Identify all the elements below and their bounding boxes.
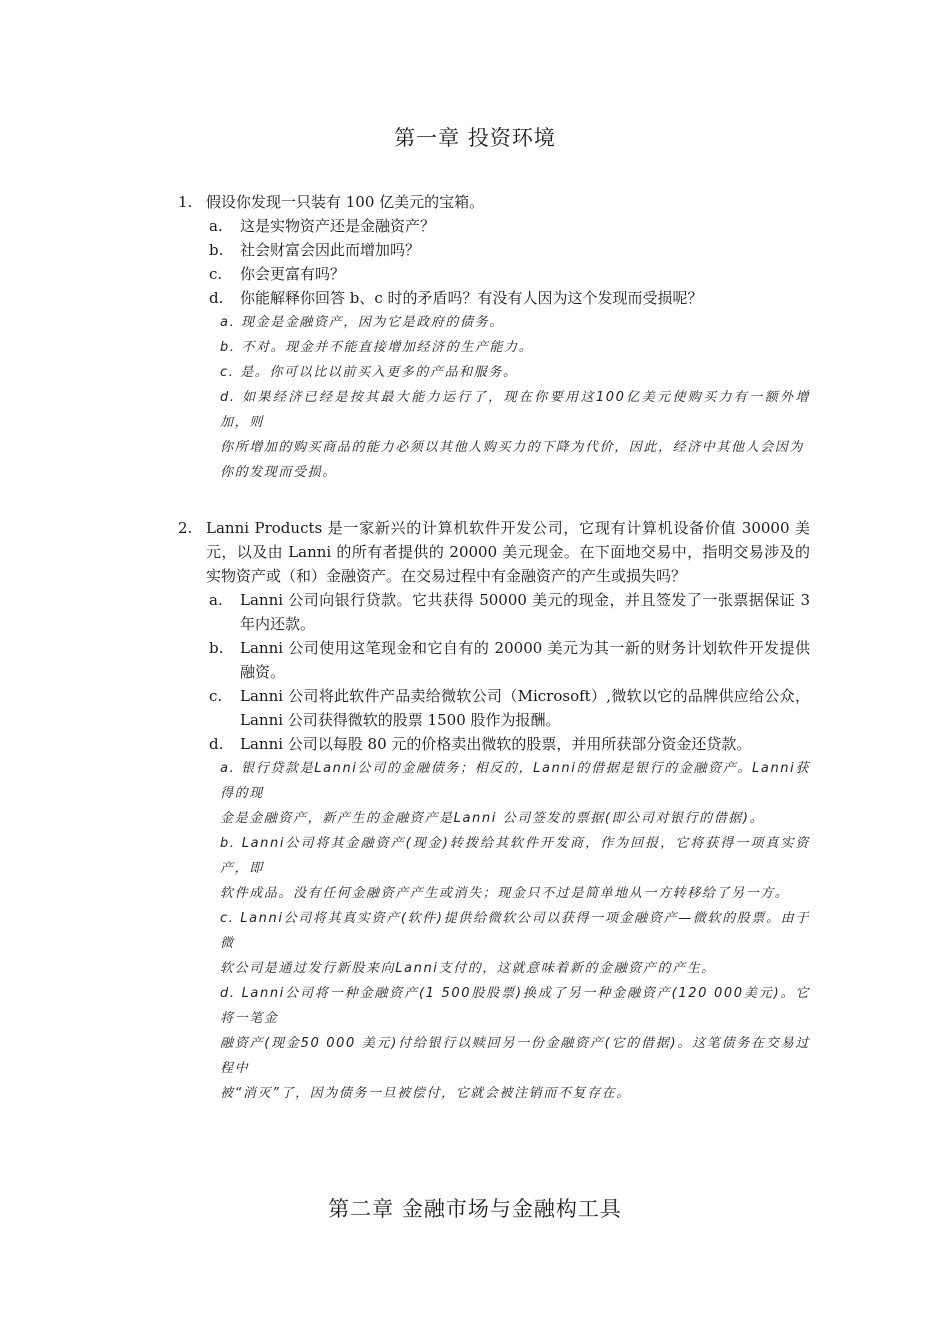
answer-line: 软公司是通过发行新股来向Lanni支付的，这就意味着新的金融资产的产生。: [220, 961, 716, 976]
answer-line: 被“消灭”了，因为债务一旦被偿付，它就会被注销而不复存在。: [220, 1086, 631, 1101]
sub-question: [209, 286, 810, 310]
sub-question: [209, 262, 810, 286]
answer-line: d. Lanni公司将一种金融资产(1 500股股票)换成了另一种金融资产(120 000美元)。它将一笔金: [220, 986, 810, 1026]
answer-line: a. 现金是金融资产，因为它是政府的债务。: [220, 315, 504, 330]
sub-question-letter: b.: [209, 241, 224, 259]
sub-question-text: 你能解释你回答 b、c 时的矛盾吗？有没有人因为这个发现而受损呢？: [240, 289, 703, 307]
sub-question-letter: d.: [209, 289, 224, 307]
sub-question-text: Lanni 公司将此软件产品卖给微软公司（Microsoft）,微软以它的品牌供应给公众，Lanni 公司获得微软的股票 1500 股作为报酬。: [240, 687, 810, 729]
question-number: 1.: [178, 193, 193, 211]
answer-line: a. 银行贷款是Lanni公司的金融债务；相反的，Lanni的借据是银行的金融资产。Lanni获得的现: [220, 761, 810, 801]
sub-question: [209, 588, 810, 636]
sub-question-letter: a.: [209, 217, 223, 235]
question-1: [178, 190, 810, 485]
answer-line: d. 如果经济已经是按其最大能力运行了，现在你要用这100亿美元使购买力有一额外增加，则: [220, 390, 810, 430]
sub-question-letter: d.: [209, 735, 224, 753]
sub-question: [209, 238, 810, 262]
sub-question-text: 这是实物资产还是金融资产？: [240, 217, 436, 235]
sub-question-text: Lanni 公司向银行贷款。它共获得 50000 美元的现金，并且签发了一张票据保证 3 年内还款。: [240, 591, 810, 633]
answer-line: 你所增加的购买商品的能力必须以其他人购买力的下降为代价，因此，经济中其他人会因为: [220, 440, 805, 455]
answer-line: 你的发现而受损。: [220, 465, 337, 480]
sub-question: [209, 732, 810, 756]
sub-question-text: 你会更富有吗？: [240, 265, 346, 283]
sub-question-text: Lanni 公司使用这笔现金和它自有的 20000 美元为其一新的财务计划软件开发提供融资。: [240, 639, 810, 681]
answer-line: c. Lanni公司将其真实资产(软件)提供给微软公司以获得一项金融资产—微软的股票。由于微: [220, 911, 810, 951]
sub-question: [209, 636, 810, 684]
question-2: [178, 516, 810, 1106]
sub-question-letter: b.: [209, 639, 224, 657]
answer-block: [220, 756, 810, 1106]
question-number: 2.: [178, 519, 193, 537]
sub-question-text: 社会财富会因此而增加吗？: [240, 241, 421, 259]
question-text: 假设你发现一只装有 100 亿美元的宝箱。: [206, 193, 485, 211]
answer-line: b. Lanni公司将其金融资产(现金)转拨给其软件开发商，作为回报，它将获得一项真实资产，即: [220, 836, 810, 876]
sub-question: [209, 684, 810, 732]
sub-question-text: Lanni 公司以每股 80 元的价格卖出微软的股票，并用所获部分资金还贷款。: [240, 735, 752, 753]
answer-line: c. 是。你可以比以前买入更多的产品和服务。: [220, 365, 518, 380]
chapter-2-title: 第二章 金融市场与金融构工具: [328, 1197, 622, 1221]
sub-question: [209, 214, 810, 238]
sub-question-letter: a.: [209, 591, 223, 609]
sub-question-letter: c.: [209, 265, 223, 283]
chapter-1-title: 第一章 投资环境: [394, 126, 556, 150]
answer-block: [220, 310, 810, 485]
answer-line: 金是金融资产，新产生的金融资产是Lanni 公司签发的票据(即公司对银行的借据)。: [220, 811, 765, 826]
question-text: Lanni Products 是一家新兴的计算机软件开发公司，它现有计算机设备价值 30000 美元，以及由 Lanni 的所有者提供的 20000 美元现金。在下面地交易中，指明交易涉及的实物资产或（和）金融资产。在交易过程中有金融资产的产生或损失吗？: [206, 519, 810, 585]
answer-line: 软件成品。没有任何金融资产产生或消失；现金只不过是简单地从一方转移给了另一方。: [220, 886, 790, 901]
answer-line: b. 不对。现金并不能直接增加经济的生产能力。: [220, 340, 534, 355]
sub-question-letter: c.: [209, 687, 223, 705]
answer-line: 融资产(现金50 000 美元)付给银行以赎回另一份金融资产(它的借据)。这笔债务在交易过程中: [220, 1036, 810, 1076]
